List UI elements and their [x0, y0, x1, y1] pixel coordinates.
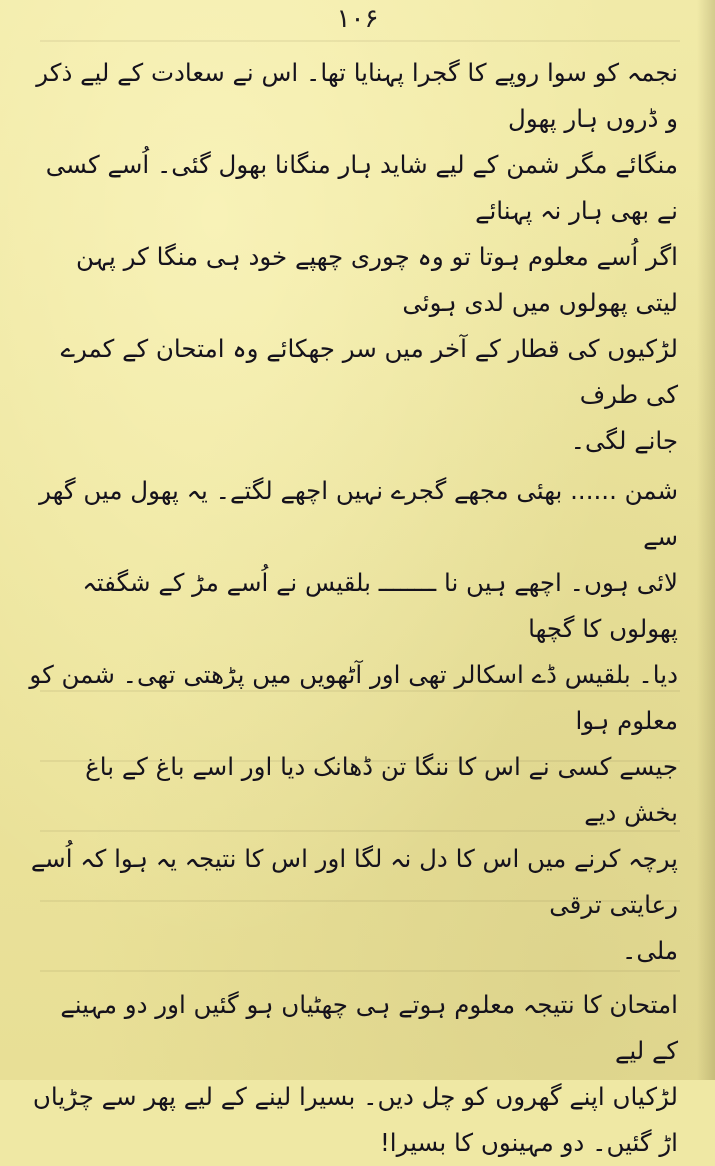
body-text [28, 50, 678, 1166]
text-line: جانے لگی۔ [570, 426, 678, 455]
text-line: اڑ گئیں۔ دو مہینوں کا بسیرا! [379, 1128, 678, 1157]
text-line: ملی۔ [621, 936, 678, 965]
text-line: شمن ...... بھئی مجھے گجرے نہیں اچھے لگتے۔ یہ پھول میں گھر سے [39, 476, 678, 551]
text-line: دیا۔ بلقیس ڈے اسکالر تھی اور آٹھویں میں پڑھتی تھی۔ شمن کو معلوم ہوا [29, 660, 678, 735]
paragraph [28, 468, 678, 974]
text-line: لائی ہوں۔ اچھے ہیں نا ــــــــ بلقیس نے اُسے مڑ کے شگفتہ پھولوں کا گچھا [82, 568, 678, 643]
text-line: اگر اُسے معلوم ہوتا تو وہ چوری چھپے خود ہی منگا کر پہن لیتی پھولوں میں لدی ہوئی [76, 242, 678, 317]
text-line: لڑکیاں اپنے گھروں کو چل دیں۔ بسیرا لینے کے لیے پھر سے چڑیاں [32, 1082, 678, 1111]
text-line: پرچہ کرنے میں اس کا دل نہ لگا اور اس کا نتیجہ یہ ہوا کہ اُسے رعایتی ترقی [30, 844, 678, 919]
text-line: نجمہ کو سوا روپے کا گجرا پہنایا تھا۔ اس نے سعادت کے لیے ذکر و ڈروں ہار پھول [36, 58, 678, 133]
paragraph [28, 982, 678, 1166]
text-line: لڑکیوں کی قطار کے آخر میں سر جھکائے وہ امتحان کے کمرے کی طرف [60, 334, 678, 409]
text-line: منگائے مگر شمن کے لیے شاید ہار منگانا بھول گئی۔ اُسے کسی نے بھی ہار نہ پہنائے [45, 150, 678, 225]
paragraph [28, 50, 678, 464]
show-through-line [40, 40, 680, 42]
text-line: جیسے کسی نے اس کا ننگا تن ڈھانک دیا اور اسے باغ کے باغ بخش دیے [85, 752, 678, 827]
text-line: امتحان کا نتیجہ معلوم ہوتے ہی چھٹیاں ہو گئیں اور دو مہینے کے لیے [60, 990, 678, 1065]
page-number: ۱۰۶ [336, 4, 379, 34]
